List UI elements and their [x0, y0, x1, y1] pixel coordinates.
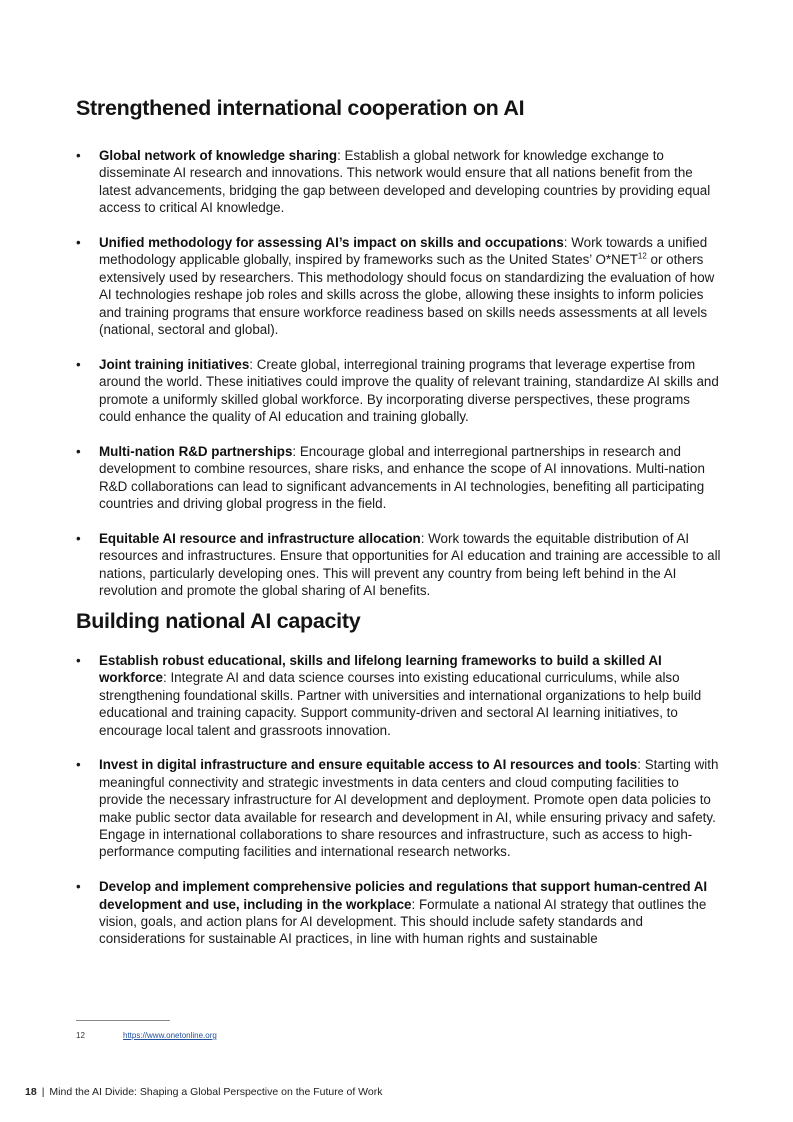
item-text: : Encourage global and interregional partnerships in research and development to combine resources, share risks, and enhance the scope of AI innovations. Multi-nation R&D collaborations can lead to significant advancements in AI technologies, benefiting all participating countries and driving global progress in the field.: [99, 443, 705, 512]
item-heading: Global network of knowledge sharing: [99, 148, 338, 163]
bullet-icon: •: [76, 653, 81, 668]
list-item: [76, 530, 721, 600]
footnote: [76, 1031, 217, 1040]
list-item: [76, 652, 721, 739]
item-heading: Equitable AI resource and infrastructure allocation: [99, 530, 421, 546]
section-title: Strengthened international cooperation on AI: [76, 96, 525, 120]
item-heading: Develop and implement comprehensive policies and regulations that support human-centred AI development and use, including in the workplace: [99, 879, 708, 912]
item-text: : Work towards the equitable distribution of AI resources and infrastructures. Ensure that opportunities for AI education and training are accessible to all nations, particularly developing ones. This will prevent any country from being left behind in the AI revolution and promote the global sharing of AI benefits.: [99, 530, 721, 599]
item-text: : Starting with meaningful connectivity and strategic investments in data centers and cloud computing facilities to provide the necessary infrastructure for AI development and deployment. Promote open data policies to make public sector data available for research and development in AI, while ensuring privacy and safety. Engage in international collaborations to share resources and infrastructure, such as access to high-performance computing facilities and international research networks.: [99, 757, 719, 860]
bullet-icon: •: [76, 530, 81, 546]
bullet-list: [76, 652, 721, 948]
item-text: : Formulate a national AI strategy that outlines the vision, goals, and action plans for AI development. This should include safety standards and considerations for sustainable AI practices, in line with human rights and sustainable: [99, 896, 707, 947]
list-item: [76, 147, 721, 217]
item-text: : Create global, interregional training programs that leverage expertise from around the world. These initiatives could improve the quality of relevant training, standardize AI skills and promote a uniformly skilled global workforce. By incorporating diverse perspectives, these programs could enhance the quality of AI education and training globally.: [99, 356, 719, 425]
section-title: Building national AI capacity: [76, 609, 361, 633]
bullet-icon: •: [76, 443, 81, 459]
list-item: [76, 234, 721, 338]
section-international-cooperation: [76, 96, 721, 600]
section-national-capacity: [76, 609, 721, 948]
list-item: [76, 756, 721, 860]
item-text: : Integrate AI and data science courses into existing educational curriculums, while also strengthening foundational skills. Partner with universities and international organizations to help build educational and training capacity. Support community-driven and sectoral AI learning initiatives, to encourage local talent and grassroots innovation.: [99, 670, 702, 738]
item-heading: Multi-nation R&D partnerships: [99, 443, 293, 459]
bullet-icon: •: [76, 879, 81, 895]
footnote-link[interactable]: https://www.onetonline.org: [123, 1031, 217, 1040]
footnote-reference[interactable]: 12: [637, 251, 647, 261]
footer-separator: |: [41, 1086, 45, 1098]
document-title: Mind the AI Divide: Shaping a Global Perspective on the Future of Work: [49, 1086, 383, 1098]
item-heading: Establish robust educational, skills and lifelong learning frameworks to build a skilled AI workforce: [99, 653, 662, 686]
bullet-icon: •: [76, 235, 81, 251]
item-heading: Unified methodology for assessing AI’s impact on skills and occupations: [99, 235, 564, 251]
item-text: : Establish a global network for knowledge exchange to disseminate AI research and innovations. This network would ensure that all nations benefit from the latest advancements, bridging the gap between developed and developing countries by providing equal access to critical AI knowledge.: [99, 148, 711, 216]
bullet-icon: •: [76, 356, 81, 372]
page-number: 18: [25, 1086, 37, 1098]
item-text: : Work towards a unified methodology applicable globally, inspired by frameworks such as the United States’ O*NET: [99, 235, 708, 268]
list-item: [76, 878, 721, 948]
list-item: [76, 443, 721, 513]
footnote-number: 12: [76, 1031, 85, 1040]
footnote-divider: [76, 1020, 170, 1021]
page-footer: [25, 1086, 383, 1098]
bullet-icon: •: [76, 148, 81, 163]
item-text-continued: or others extensively used by researchers. This methodology should focus on standardizing the evaluation of how AI technologies reshape job roles and skills across the globe, allowing these insights to inform policies and training programs that ensure workforce readiness based on skills needs assessments at all levels (national, sectoral and global).: [99, 252, 715, 338]
bullet-icon: •: [76, 757, 81, 773]
bullet-list: [76, 147, 721, 600]
item-heading: Joint training initiatives: [99, 356, 250, 372]
item-heading: Invest in digital infrastructure and ensure equitable access to AI resources and tools: [99, 757, 638, 773]
list-item: [76, 356, 721, 426]
